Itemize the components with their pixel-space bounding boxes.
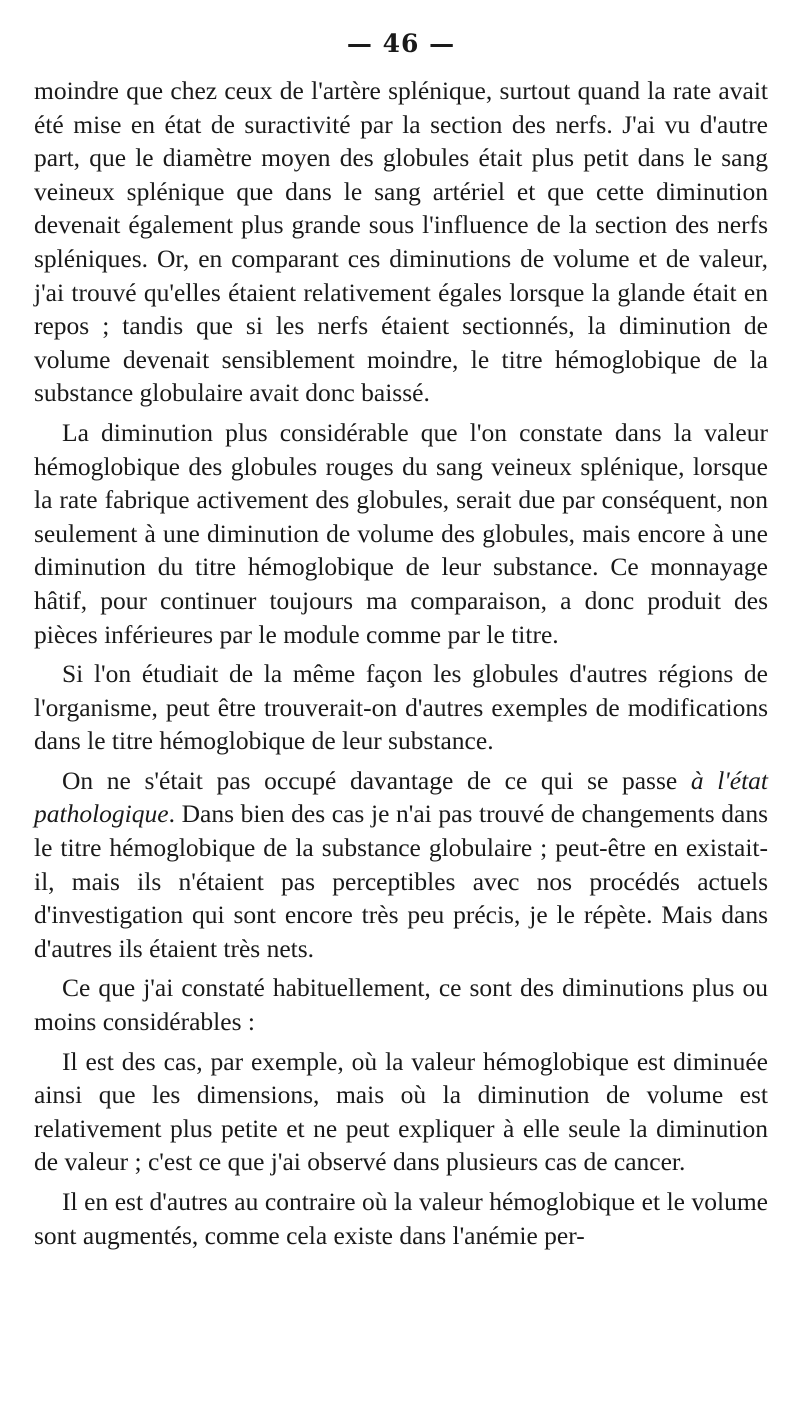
page-number: — 46 — bbox=[346, 29, 456, 58]
emphasis-text: à l'état pathologique bbox=[34, 765, 768, 829]
paragraph: Il en est d'autres au contraire où la valeur hémoglobique et le volume sont augmentés, comme cela existe dans l'anémie per- bbox=[34, 1187, 768, 1250]
paragraph-text: On ne s'était pas occupé davantage de ce qui se passe bbox=[62, 765, 691, 795]
document-page bbox=[34, 28, 768, 1252]
paragraph: Il est des cas, par exemple, où la valeur hémoglobique est diminuée ainsi que les dimensions, mais où la diminution de volume est relativement plus petite et ne peut expliquer à elle seule la diminution de valeur ; c'est ce que j'ai observé dans plusieurs cas de cancer. bbox=[34, 1046, 768, 1177]
paragraph-continued: moindre que chez ceux de l'artère splénique, surtout quand la rate avait été mise en état de suractivité par la section des nerfs. J'ai vu d'autre part, que le diamètre moyen des globules était plus petit dans le sang veineux splénique que dans le sang artériel et que cette diminution devenait également plus grande sous l'influence de la section des nerfs spléniques. Or, en comparant ces diminutions de volume et de valeur, j'ai trouvé qu'elles étaient relativement égales lorsque la glande était en repos ; tandis que si les nerfs étaient sectionnés, la diminution de volume devenait sensiblement moindre, le titre hémoglobique de la substance globulaire avait donc baissé. bbox=[34, 76, 768, 408]
paragraph-text: . Dans bien des cas je n'ai pas trouvé de changements dans le titre hémoglobique de la substance globulaire ; peut-être en existait-il, mais ils n'étaient pas perceptibles avec nos procédés actuels d'investigation qui sont encore très peu précis, je le répète. Mais dans d'autres ils étaient très nets. bbox=[34, 799, 768, 963]
paragraph: La diminution plus considérable que l'on constate dans la valeur hémoglobique des globules rouges du sang veineux splénique, lorsque la rate fabrique activement des globules, serait due par conséquent, non seulement à une diminution de volume des globules, mais encore à une diminution du titre hémoglobique de leur substance. Ce monnayage hâtif, pour continuer toujours ma comparaison, a donc produit des pièces inférieures par le module comme par le titre. bbox=[34, 417, 768, 649]
body-text bbox=[34, 74, 768, 1252]
paragraph-with-emphasis bbox=[34, 764, 768, 966]
paragraph: Ce que j'ai constaté habituellement, ce sont des diminutions plus ou moins considérables : bbox=[34, 973, 768, 1037]
paragraph: Si l'on étudiait de la même façon les globules d'autres régions de l'organisme, peut être trouverait-on d'autres exemples de modifications dans le titre hémoglobique de leur substance. bbox=[34, 659, 768, 756]
